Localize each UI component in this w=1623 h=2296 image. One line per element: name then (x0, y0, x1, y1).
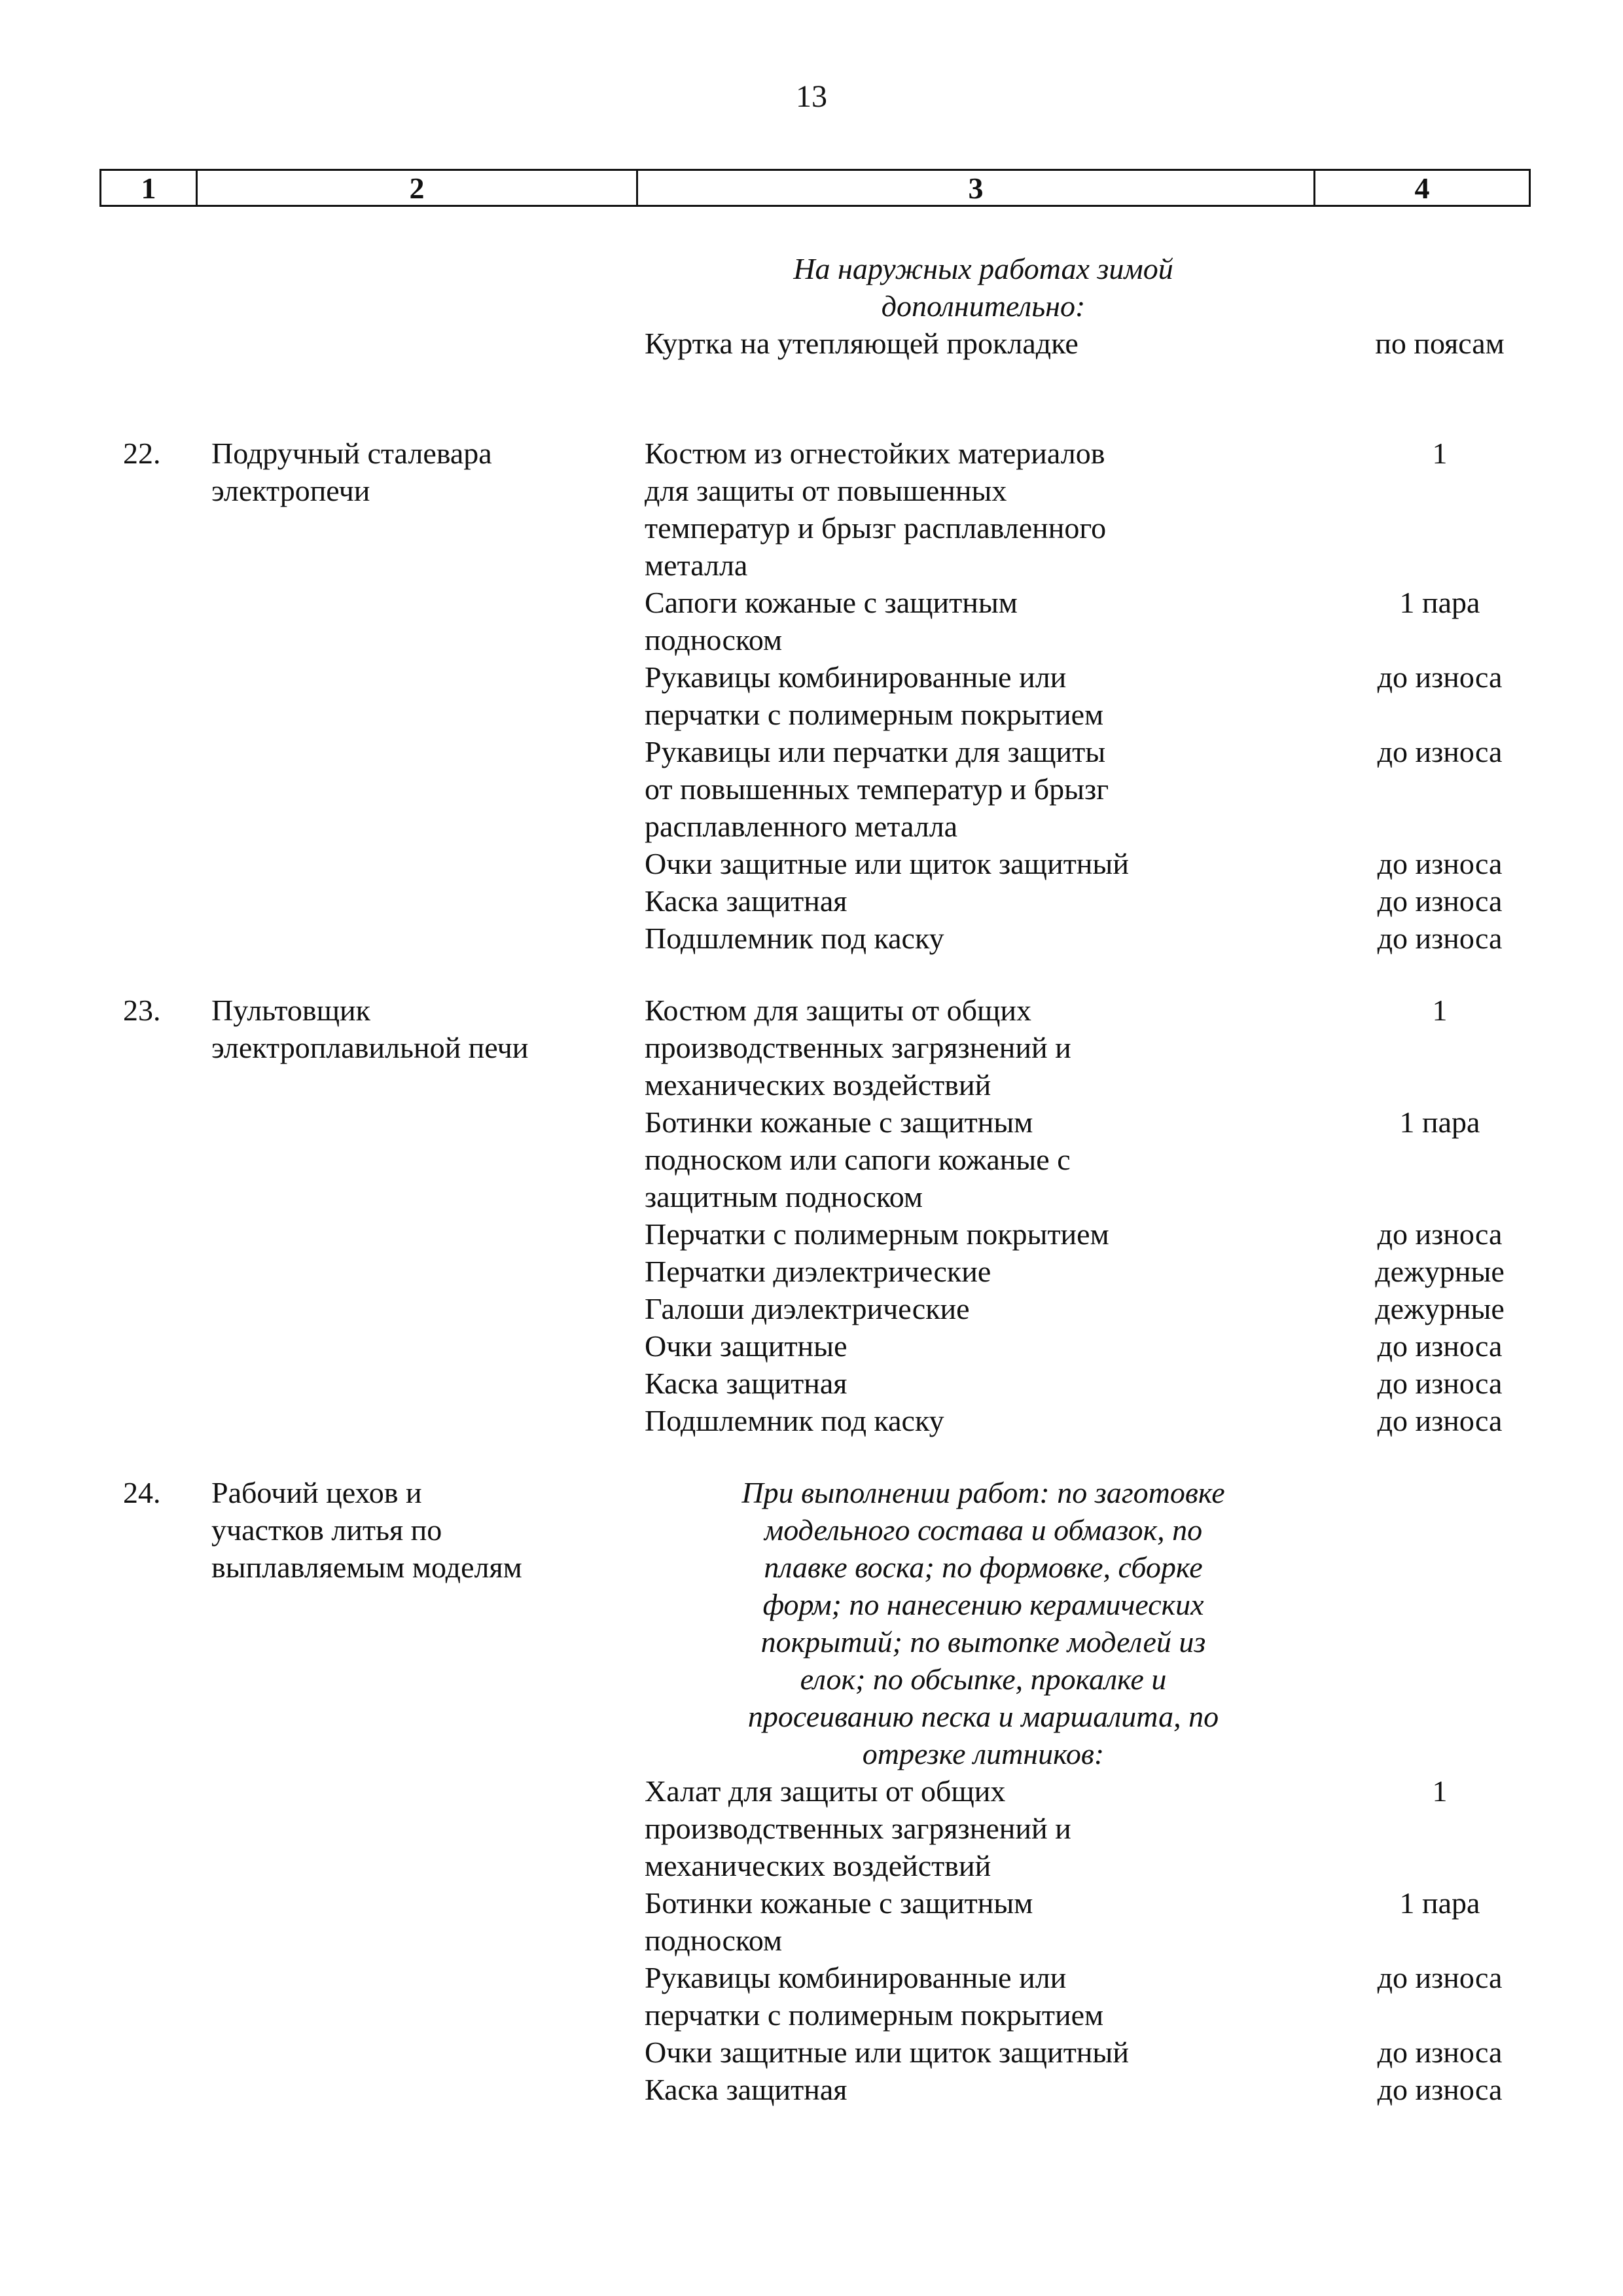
row-23-item-3: Перчатки с полимерным покрытием (645, 1217, 1109, 1251)
row-22-item-2-line-2: подноском (645, 623, 783, 656)
row-24-item-1-line-3: механических воздействий (645, 1849, 991, 1882)
row-24-item-2-qty: 1 пара (1399, 1886, 1480, 1920)
row-23-item-4: Перчатки диэлектрические (645, 1255, 991, 1288)
row-24-item-5: Каска защитная (645, 2073, 847, 2106)
row-24-item-5-qty: до износа (1377, 2073, 1503, 2106)
row-22-item-1-qty: 1 (1432, 437, 1448, 470)
row-24-note-line-1: При выполнении работ: по заготовке (741, 1476, 1225, 1509)
row-24-note-line-4: форм; по нанесению керамических (762, 1588, 1204, 1621)
intro-qty: по поясам (1375, 327, 1505, 360)
row-23-item-7: Каска защитная (645, 1367, 847, 1400)
row-23-item-7-qty: до износа (1377, 1367, 1503, 1400)
row-24-note-line-3: плавке воска; по формовке, сборке (764, 1551, 1203, 1584)
row-22-position-line-2: электропечи (211, 474, 370, 507)
row-23-item-1-line-3: механических воздействий (645, 1068, 991, 1102)
row-24-note-line-6: елок; по обсыпке, прокалке и (800, 1662, 1167, 1696)
intro-note-line-2: дополнительно: (881, 289, 1086, 323)
row-24-position-line-3: выплавляемым моделям (211, 1551, 522, 1584)
row-23-position-line-1: Пультовщик (211, 994, 370, 1027)
row-23-item-1-line-2: производственных загрязнений и (645, 1031, 1071, 1064)
row-23-item-6-qty: до износа (1377, 1329, 1503, 1363)
row-22-item-4-line-1: Рукавицы или перчатки для защиты (645, 735, 1106, 768)
row-23-item-2-line-2: подноском или сапоги кожаные с (645, 1143, 1071, 1176)
table-header-row (99, 169, 1531, 207)
row-22-item-1-line-3: температур и брызг расплавленного (645, 511, 1107, 545)
header-col-3: 3 (638, 171, 1315, 205)
row-24-note-line-5: покрытий; по вытопке моделей из (760, 1625, 1206, 1659)
intro-item: Куртка на утепляющей прокладке (645, 327, 1079, 360)
row-22-item-5: Очки защитные или щиток защитный (645, 847, 1129, 880)
row-22-item-7-qty: до износа (1377, 922, 1503, 955)
row-22-item-3-line-1: Рукавицы комбинированные или (645, 660, 1067, 694)
row-23-item-6: Очки защитные (645, 1329, 847, 1363)
intro-note-line-1: На наружных работах зимой (793, 252, 1173, 285)
row-23-item-5-qty: дежурные (1375, 1292, 1505, 1325)
row-23-item-1-line-1: Костюм для защиты от общих (645, 994, 1032, 1027)
row-23-item-1-qty: 1 (1432, 994, 1448, 1027)
row-24-item-4-qty: до износа (1377, 2036, 1503, 2069)
header-col-2: 2 (198, 171, 638, 205)
row-22-item-2-line-1: Сапоги кожаные с защитным (645, 586, 1018, 619)
row-22-position-line-1: Подручный сталевара (211, 437, 492, 470)
row-22-item-3-line-2: перчатки с полимерным покрытием (645, 698, 1104, 731)
row-24-item-3-line-2: перчатки с полимерным покрытием (645, 1998, 1104, 2032)
header-col-4: 4 (1414, 171, 1430, 205)
row-22-item-4-line-2: от повышенных температур и брызг (645, 772, 1109, 806)
row-24-position-line-2: участков литья по (211, 1513, 442, 1547)
row-22-item-6-qty: до износа (1377, 884, 1503, 918)
row-24-item-1-qty: 1 (1432, 1774, 1448, 1808)
row-22-item-4-qty: до износа (1377, 735, 1503, 768)
row-22-item-6: Каска защитная (645, 884, 847, 918)
row-22-item-4-line-3: расплавленного металла (645, 810, 958, 843)
row-24-item-2-line-1: Ботинки кожаные с защитным (645, 1886, 1033, 1920)
row-23-item-2-qty: 1 пара (1399, 1105, 1480, 1139)
row-22-item-2-qty: 1 пара (1399, 586, 1480, 619)
row-23-item-8-qty: до износа (1377, 1404, 1503, 1437)
row-24-item-1-line-2: производственных загрязнений и (645, 1812, 1071, 1845)
row-22-item-1-line-2: для защиты от повышенных (645, 474, 1007, 507)
row-24-item-4: Очки защитные или щиток защитный (645, 2036, 1129, 2069)
row-22-item-3-qty: до износа (1377, 660, 1503, 694)
row-23-item-8: Подшлемник под каску (645, 1404, 944, 1437)
header-col-1: 1 (101, 171, 198, 205)
row-23-position-line-2: электроплавильной печи (211, 1031, 529, 1064)
row-24-number: 24. (123, 1476, 161, 1509)
row-24-note-line-8: отрезке литников: (862, 1737, 1105, 1770)
row-23-item-2-line-3: защитным подноском (645, 1180, 923, 1213)
row-24-position-line-1: Рабочий цехов и (211, 1476, 422, 1509)
row-23-item-4-qty: дежурные (1375, 1255, 1505, 1288)
row-24-note-line-7: просеиванию песка и маршалита, по (747, 1700, 1219, 1733)
row-23-item-2-line-1: Ботинки кожаные с защитным (645, 1105, 1033, 1139)
row-23-item-3-qty: до износа (1377, 1217, 1503, 1251)
row-22-item-1-line-1: Костюм из огнестойких материалов (645, 437, 1105, 470)
row-24-item-2-line-2: подноском (645, 1924, 783, 1957)
row-23-number: 23. (123, 994, 161, 1027)
row-22-item-1-line-4: металла (645, 548, 748, 582)
row-22-item-7: Подшлемник под каску (645, 922, 944, 955)
row-24-item-3-line-1: Рукавицы комбинированные или (645, 1961, 1067, 1994)
row-24-item-3-qty: до износа (1377, 1961, 1503, 1994)
row-22-number: 22. (123, 437, 161, 470)
page-number: 13 (796, 79, 827, 114)
row-24-item-1-line-1: Халат для защиты от общих (645, 1774, 1006, 1808)
row-23-item-5: Галоши диэлектрические (645, 1292, 970, 1325)
row-24-note-line-2: модельного состава и обмазок, по (764, 1513, 1203, 1547)
row-22-item-5-qty: до износа (1377, 847, 1503, 880)
